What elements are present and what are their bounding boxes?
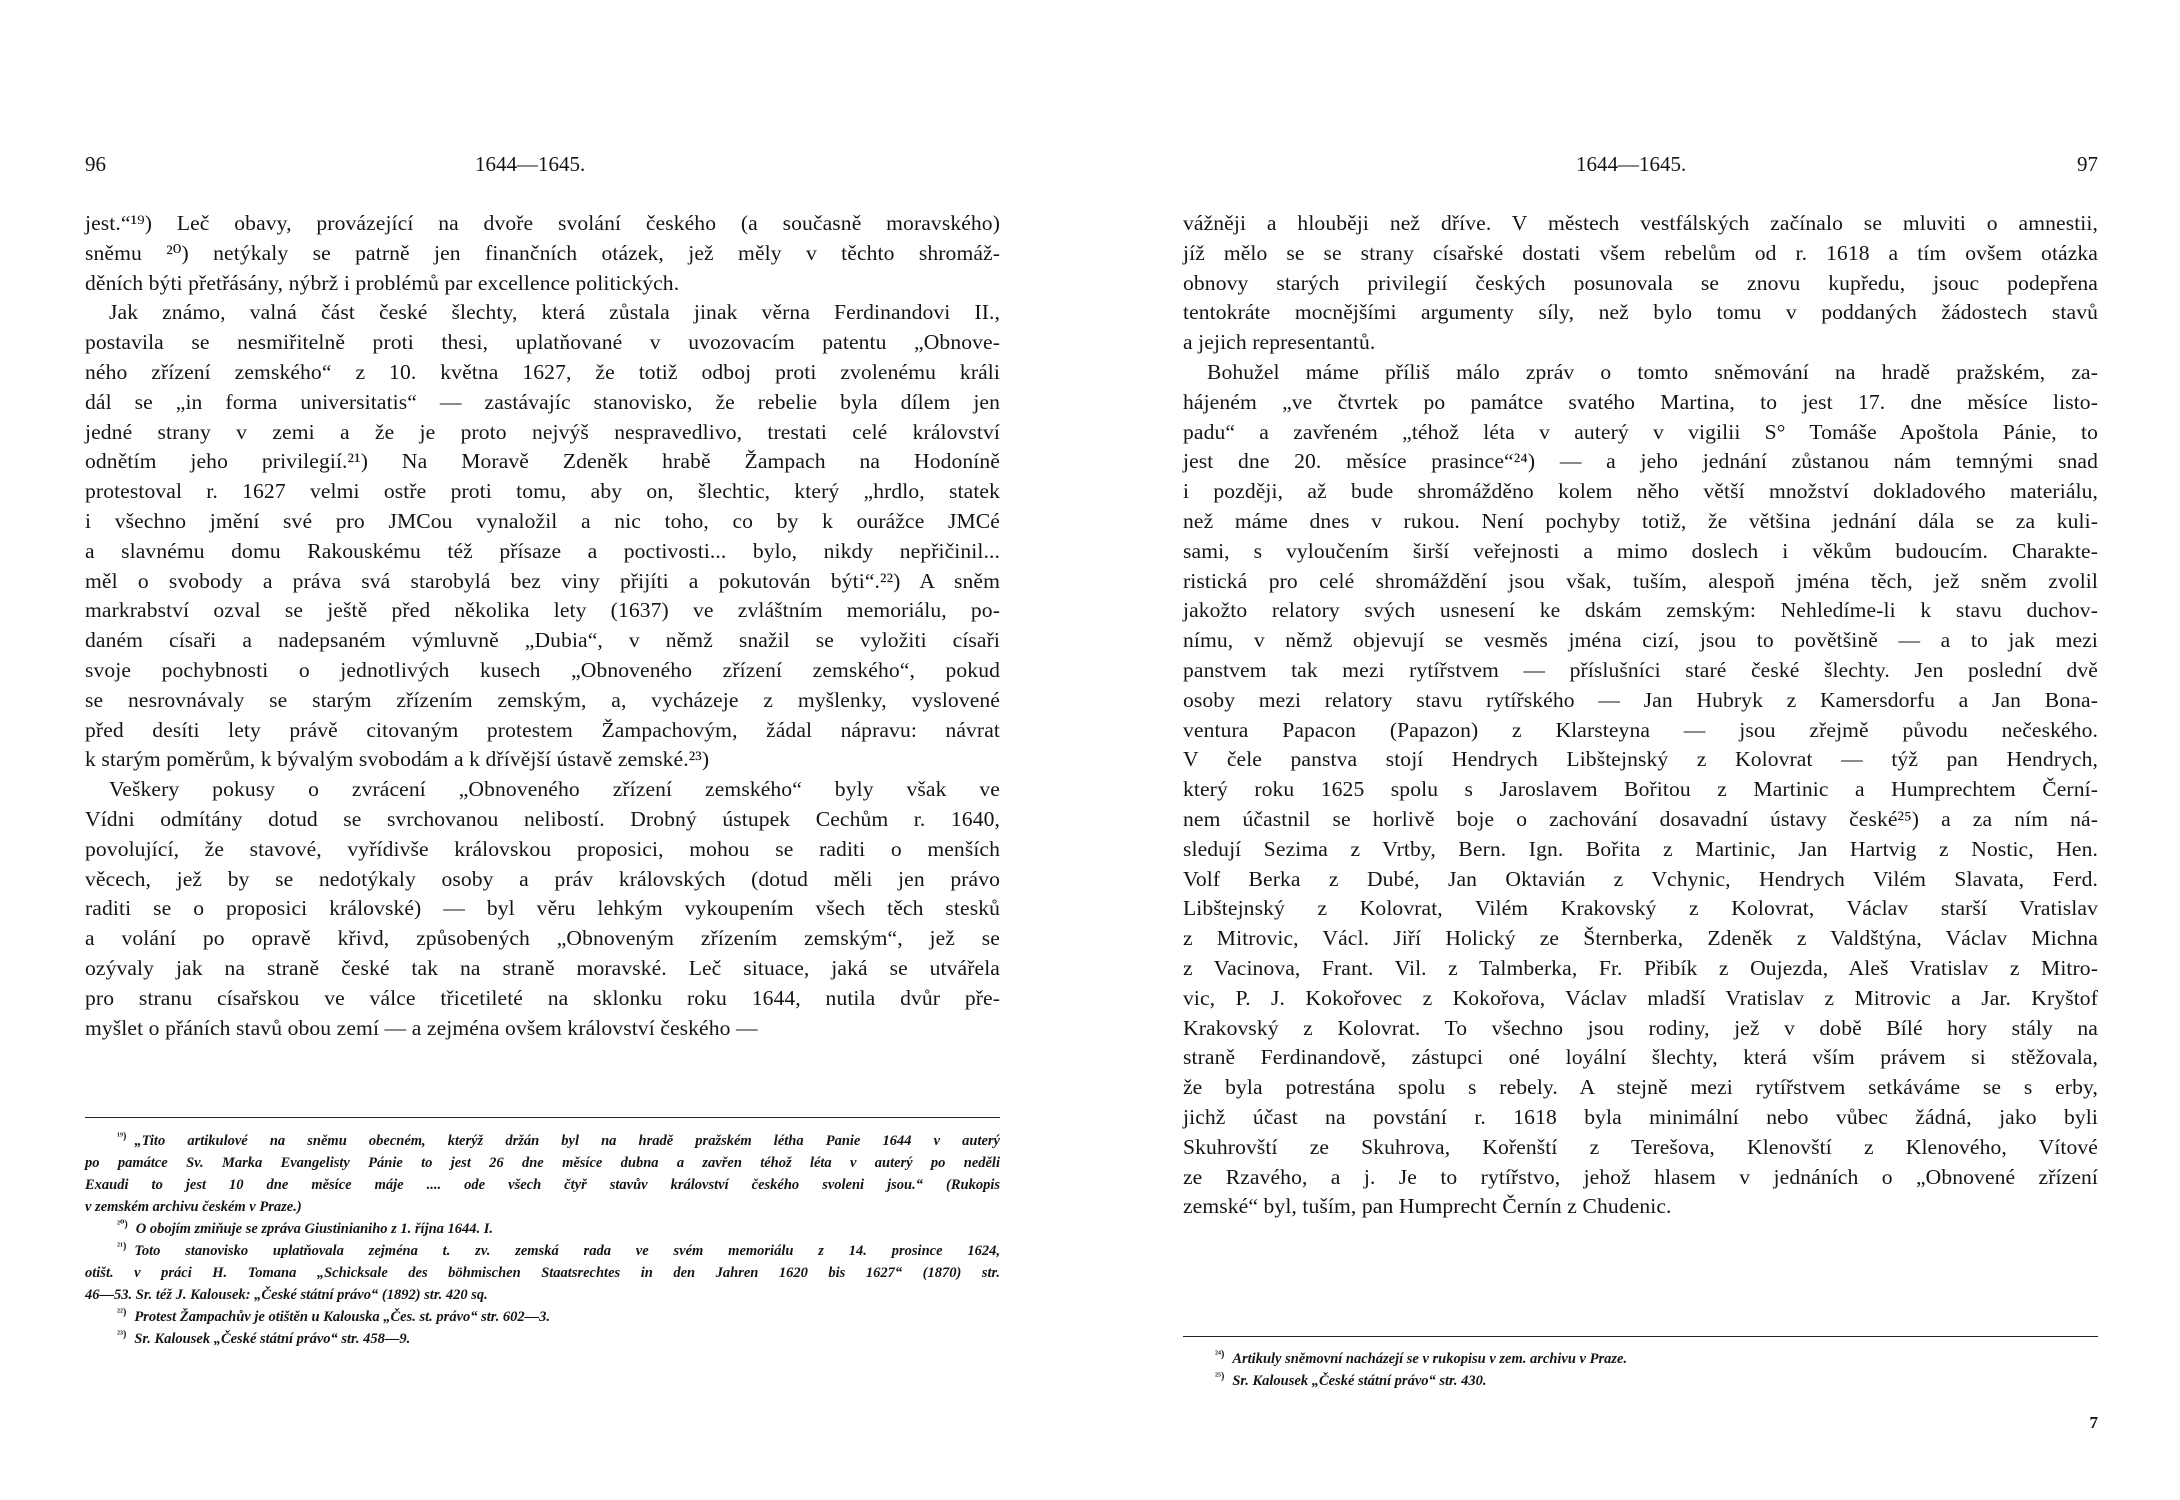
running-head-left	[85, 152, 1000, 186]
text-line: tentokráte mocnějšími argumenty síly, než bylo tomu v poddaných žádostech stavů	[1183, 300, 2098, 325]
footnote-text: „Tito artikulové na sněmu obecném, kterýž držán byl na hradě pražském létha Panie 1644 v auterý	[134, 1133, 1000, 1149]
footnote-text: 46—53. Sr. též J. Kalousek: „České státní právo“ (1892) str. 420 sq.	[85, 1287, 488, 1303]
right-page	[1183, 0, 2098, 1500]
text-line: Veškery pokusy o zvrácení „Obnoveného zřízení zemského“ byly však ve	[109, 777, 1000, 802]
text-line: Jak známo, valná část české šlechty, která zůstala jinak věrna Ferdinandovi II.,	[109, 300, 1000, 325]
footnote-text: Artikuly sněmovní nacházejí se v rukopisu v zem. archivu v Praze.	[1232, 1351, 1628, 1367]
footnote	[85, 1328, 1000, 1350]
text-line: povolující, že stavové, vyřídivše královskou proposici, mohou se raditi o menších	[85, 836, 1000, 861]
text-line: i všechno jmění své pro JMCou vynaložil a nic toho, co by k ourážce JMCé	[85, 508, 1000, 533]
body-text	[1183, 209, 2098, 1222]
text-line: markrabství ozval se ještě před několika lety (1637) ve zvláštním memoriálu, po-	[85, 598, 1000, 623]
footnote-mark: ²⁰)	[117, 1219, 128, 1231]
text-line: jest.“¹⁹) Leč obavy, provázející na dvoře svolání českého (a současně moravského)	[85, 211, 1000, 235]
footnote	[85, 1240, 1000, 1306]
text-line: jichž účast na povstání r. 1618 byla minimální nebo vůbec žádná, jako byli	[1183, 1104, 2098, 1129]
text-line: V čele panstva stojí Hendrych Libštejnský z Kolovrat — týž pan Hendrych,	[1183, 747, 2098, 772]
text-line: postavila se nesmiřitelně proti thesi, uplatňované v uvozovacím patentu „Obnove-	[85, 330, 1000, 355]
footnote-mark: ²³)	[117, 1329, 127, 1341]
text-line: a volání po opravě křivd, způsobených „Obnoveným zřízením zemským“, jež se	[85, 926, 1000, 951]
text-line: ozývaly jak na straně české tak na straně moravské. Leč situace, jaká se utvářela	[85, 955, 1000, 980]
footnote-rule	[85, 1117, 1000, 1118]
footnote	[85, 1306, 1000, 1328]
footnote-text: O obojím zmiňuje se zpráva Giustinianiho z 1. října 1644. I.	[135, 1221, 494, 1237]
text-line: straně Ferdinandově, zástupci oné loyální šlechty, která vším právem si stěžovala,	[1183, 1045, 2098, 1070]
text-line: svoje pochybnosti o jednotlivých kusech „Obnoveného zřízení zemského“, pokud	[85, 657, 1000, 682]
text-line: zemské“ byl, tuším, pan Humprecht Černín z Chudenic.	[1183, 1194, 1672, 1219]
text-line: Krakovský z Kolovrat. To všechno jsou rodiny, jež v době Bílé hory stály na	[1183, 1015, 2098, 1040]
footnote-text: po památce Sv. Marka Evangelisty Pánie to jest 26 dne měsíce dubna a zavřen téhož léta v auterý po neděli	[85, 1155, 1000, 1171]
text-line: věcech, jež by se nedotýkaly osoby a práv královských (dotud měli jen právo	[85, 866, 1000, 891]
body-text	[85, 209, 1000, 1043]
footnote	[85, 1130, 1000, 1218]
text-line: hájeném „ve čtvrtek po památce svatého Martina, to jest 17. dne měsíce listo-	[1183, 389, 2098, 414]
left-page	[85, 0, 1000, 1500]
text-line: Bohužel máme příliš málo zpráv o tomto sněmování na hradě pražském, za-	[1207, 359, 2098, 384]
text-line: a jejich representantů.	[1183, 330, 1376, 355]
text-line: jakožto relatory svých usnesení ke dskám zemským: Nehledíme-li k stavu duchov-	[1183, 598, 2098, 623]
text-line: měl o svobody a práva svá starobylá bez viny přijíti a pokutován býti“.²²) A sněm	[85, 568, 1000, 593]
text-line: sami, s vyloučením širší veřejnosti a mimo doslech i věkům budoucím. Charakte-	[1183, 538, 2098, 563]
text-line: než máme dnes v rukou. Není pochyby totiž, že většina jednání dála se za kuli-	[1183, 508, 2098, 533]
text-line: Libštejnský z Kolovrat, Vilém Krakovský z Kolovrat, Václav starší Vratislav	[1183, 896, 2098, 921]
signature-mark: 7	[2089, 1413, 2098, 1432]
footnote-mark: ²⁴)	[1215, 1349, 1225, 1361]
text-line: sledují Sezima z Vrtby, Bern. Ign. Bořita z Martinic, Jan Hartvig z Nostic, Hen.	[1183, 836, 2098, 861]
footnote-text: Protest Žampachův je otištěn u Kalouska „Čes. st. právo“ str. 602—3.	[134, 1309, 551, 1325]
text-line: děních býti přetřásány, nýbrž i problémů par excellence politických.	[85, 270, 680, 295]
footnote	[1183, 1348, 2098, 1370]
text-line: ristická pro celé shromáždění jsou však, tuším, alespoň jména těch, jež sněm zvolil	[1183, 568, 2098, 593]
text-line: obnovy starých privilegií českých posunovala se znovu kupředu, jsouc podepřena	[1183, 270, 2098, 295]
text-line: jest dne 20. měsíce prasince“²⁴) — a jeho jednání zůstanou nám temnými snad	[1183, 449, 2098, 474]
text-line: ze Rzavého, a j. Je to rytířstvo, jehož hlasem v jednáních o „Obnovené zřízení	[1183, 1164, 2098, 1189]
text-line: který roku 1625 spolu s Jaroslavem Bořitou z Martinic a Humprechtem Černí-	[1183, 777, 2098, 802]
text-line: osoby mezi relatory stavu rytířského — Jan Hubryk z Kamersdorfu a Jan Bona-	[1183, 687, 2098, 712]
text-line: protestoval r. 1627 velmi ostře proti tomu, aby on, šlechtic, který „hrdlo, statek	[85, 479, 1000, 504]
text-line: a slavnému domu Rakouskému též přísaze a poctivosti... bylo, nikdy nepřičinil...	[85, 538, 1000, 563]
text-line: panstvem tak mezi rytířstvem — příslušníci staré české šlechty. Jen poslední dvě	[1183, 657, 2098, 682]
text-line: pro stranu císařskou ve válce třicetileté na sklonku roku 1644, nutila dvůr pře-	[85, 985, 1000, 1010]
page-number: 97	[2077, 152, 2098, 176]
footnote-text: Sr. Kalousek „České státní právo“ str. 430.	[1232, 1373, 1487, 1389]
text-line: padu“ a zavřeném „téhož léta v auterý v vigilii S° Tomáše Apoštola Pánie, to	[1183, 419, 2098, 444]
footnote-mark: ²²)	[117, 1307, 127, 1319]
footnote-mark: ²⁵)	[1215, 1371, 1225, 1383]
footnote	[85, 1218, 1000, 1240]
footnote-text: Exaudi to jest 10 dne měsíce máje .... ode všech čtyř stavův království českého svoleni jsou.“ (Rukopis	[85, 1177, 1000, 1193]
text-line: i později, až bude shromážděno kolem něho větší množství dokladového materiálu,	[1183, 479, 2098, 504]
footnote-mark: ¹⁹)	[117, 1131, 127, 1143]
footnote-text: v zemském archivu českém v Praze.)	[85, 1199, 302, 1215]
text-line: jedné strany v zemi a že je proto nejvýš nespravedlivo, trestati celé království	[85, 419, 1000, 444]
text-line: vic, P. J. Kokořovec z Kokořova, Václav mladší Vratislav z Mitrovic a Jar. Kryštof	[1183, 985, 2098, 1010]
footnote-mark: ²¹)	[117, 1241, 127, 1253]
text-line: myšlet o přáních stavů obou zemí — a zejména ovšem království českého —	[85, 1015, 758, 1040]
text-line: Volf Berka z Dubé, Jan Oktavián z Vchynic, Hendrych Vilém Slavata, Ferd.	[1183, 866, 2098, 891]
running-head-right	[1183, 152, 2098, 186]
footnotes	[1183, 1348, 2098, 1392]
running-title: 1644—1645.	[1576, 152, 1687, 176]
text-line: Vídni odmítány dotud se svrchovanou nelibostí. Drobný ústupek Cechům r. 1640,	[85, 806, 1000, 831]
text-line: daném císaři a nadepsaném výmluvně „Dubia“, v němž snažil se vyložiti císaři	[85, 628, 1000, 653]
text-line: ného zřízení zemského“ z 10. května 1627, že totiž odboj proti zvolenému králi	[85, 359, 1000, 384]
text-line: dál se „in forma universitatis“ — zastávajíc stanovisko, že rebelie byla dílem jen	[85, 389, 1000, 414]
text-line: k starým poměrům, k bývalým svobodám a k dřívější ústavě zemské.²³)	[85, 747, 710, 772]
page-number: 96	[85, 152, 106, 176]
running-title: 1644—1645.	[475, 152, 586, 176]
footnote	[1183, 1370, 2098, 1392]
text-line: z Mitrovic, Václ. Jiří Holický ze Šternberka, Zdeněk z Valdštýna, Václav Michna	[1183, 926, 2098, 951]
text-line: z Vacinova, Frant. Vil. z Talmberka, Fr. Přibík z Oujezda, Aleš Vratislav z Mitro-	[1183, 955, 2098, 980]
text-line: Skuhrovští ze Skuhrova, Kořenští z Terešova, Klenovští z Klenového, Vítové	[1183, 1134, 2098, 1159]
footnote-text: Sr. Kalousek „České státní právo“ str. 458—9.	[134, 1331, 411, 1347]
footnotes	[85, 1130, 1000, 1350]
text-line: ventura Papacon (Papazon) z Klarsteyna — jsou zřejmě původu nečeského.	[1183, 717, 2098, 742]
text-line: sněmu ²⁰) netýkaly se patrně jen finančních otázek, jež měly v těchto shromáž-	[85, 240, 1000, 265]
text-line: raditi se o proposici královské) — byl věru lehkým vykoupením všech těch stesků	[85, 896, 1000, 921]
text-line: se nesrovnávaly se starým zřízením zemským, a, vycházeje z myšlenky, vyslovené	[85, 687, 1000, 712]
text-line: nem účastnil se horlivě boje o zachování dosavadní ústavy české²⁵) a za ním ná-	[1183, 806, 2098, 831]
footnote-text: otišt. v práci H. Tomana „Schicksale des böhmischen Staatsrechtes in den Jahren 1620 bis 1627“ (1870) str.	[85, 1265, 1000, 1281]
text-line: nímu, v němž objevují se vesměs jména cizí, jsou to povětšině — a to jak mezi	[1183, 628, 2098, 653]
text-line: odnětím jeho privilegií.²¹) Na Moravě Zdeněk hrabě Žampach na Hodoníně	[85, 449, 1000, 474]
footnote-text: Toto stanovisko uplatňovala zejména t. zv. zemská rada ve svém memoriálu z 14. prosince 1624,	[134, 1243, 1000, 1259]
text-line: vážněji a hlouběji než dříve. V městech vestfálských začínalo se mluviti o amnestii,	[1183, 211, 2098, 235]
footnote-rule	[1183, 1336, 2098, 1337]
text-line: že byla potrestána spolu s rebely. A stejně mezi rytířstvem setkáváme se s erby,	[1183, 1075, 2098, 1100]
text-line: jíž mělo se se strany císařské dostati všem rebelům od r. 1618 a tím ovšem otázka	[1183, 240, 2098, 265]
text-line: před desíti lety právě citovaným protestem Žampachovým, žádal nápravu: návrat	[85, 717, 1000, 742]
